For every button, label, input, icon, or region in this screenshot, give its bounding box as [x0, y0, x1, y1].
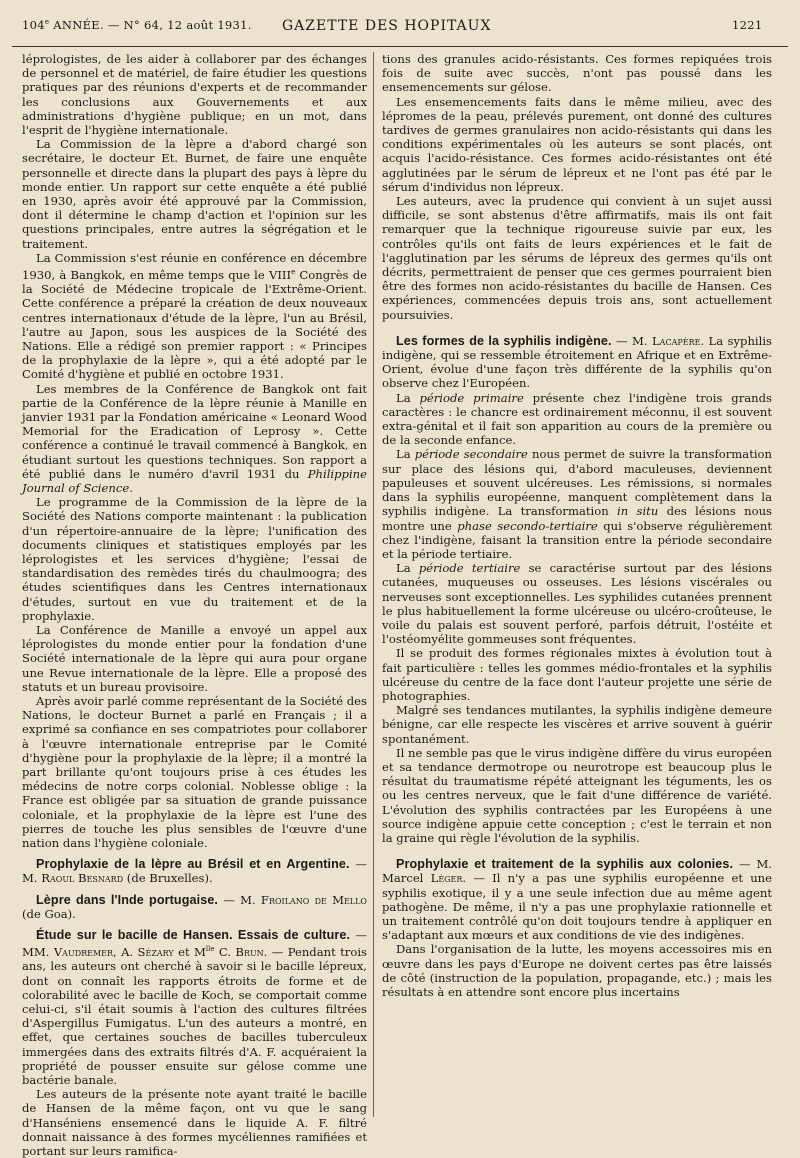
article-title: Les formes de la syphilis indigène.: [396, 333, 612, 348]
article-body: . La syphilis indigène, qui se ressemble étroitement en Afrique et en Extrême-Orient, évolue d'une façon très différente de la syphilis qu'on observe chez l'Européen.: [382, 333, 772, 391]
left-column: [22, 52, 367, 1158]
paragraph-text: La: [396, 561, 419, 576]
paragraph: tions des granules acido-résistants. Ces formes repiquées trois fois de suite avec succès, n'ont pas poussé dans les ensemencements sur gélose.: [382, 52, 772, 95]
italic-term: in situ: [617, 504, 659, 519]
article-affiliation: (de Bruxelles).: [123, 871, 213, 886]
column-divider: [373, 52, 374, 1117]
issue-date: ANNÉE. — N° 64, 12 août 1931.: [49, 18, 252, 32]
paragraph-text: présente chez l'indigène trois grands caractères : le chancre est ordinairement méconnu, il est souvent extra-génital et il fait son apparition au cours de la première ou de la seconde enfance.: [382, 390, 773, 448]
issue-info: [22, 18, 252, 32]
article-author: Vaudremer: [53, 945, 114, 960]
article-syphilis-indigene: [382, 334, 772, 391]
paragraph: [22, 251, 367, 382]
article-bacille-hansen: [22, 928, 367, 1087]
paragraph-text: des lésions nous montre une: [382, 504, 772, 533]
article-author: C. Brun: [214, 945, 264, 960]
article-affiliation: (de Goa).: [22, 906, 76, 921]
italic-term: période tertiaire: [418, 561, 521, 576]
paragraph-text: qui s'observe régulièrement chez l'indigène, faisant la transition entre la période secondaire et la période tertiaire.: [382, 518, 772, 561]
paragraph-text: se caractérise surtout par des lésions cutanées, muqueuses ou osseuses. Les lésions viscérales ou nerveuses sont exceptionnelles. Les syphilides cutanées prennent le plus habituellement la forme ulcéreuse ou ulcéro-croûteuse, le voile du palais est souvent perforé, parfois détruit, l'ostéite et l'ostéomyélite gommeuses sont fréquentes.: [382, 561, 773, 647]
paragraph-text: Congrès de la Société de Médecine tropicale de l'Extrême-Orient. Cette conférence a préparé la création de deux nouveaux centres internationaux d'étude de la lèpre, l'un au Brésil, l'autre au Japon, sous les auspices de la Société des Nations. Elle a rédigé son premier rapport : « Principes de la prophylaxie de la lèpre », qui a été adopté par le Comité d'hygiène et publié en octobre 1931.: [22, 267, 367, 382]
author-separator: ,: [113, 945, 122, 960]
journal-title: GAZETTE DES HOPITAUX: [282, 18, 492, 34]
article-title: Prophylaxie de la lèpre au Brésil et en Argentine.: [36, 857, 350, 872]
article-title: Prophylaxie et traitement de la syphilis aux colonies.: [396, 857, 734, 872]
journal-reference: Philippine Journal of Science: [22, 466, 367, 495]
article-prophylaxie-syphilis: [382, 857, 772, 942]
paragraph-text: .: [129, 480, 133, 495]
article-author: Froilano de Mello: [260, 892, 367, 907]
ordinal-superscript: e: [291, 268, 296, 277]
paragraph: [382, 447, 772, 561]
paragraph: Il se produit des formes régionales mixtes à évolution tout à fait particulière : telles les gommes médio-frontales et la syphilis ulcéreuse du centre de la face dont l'auteur projette une série de photographies.: [382, 646, 772, 703]
paragraph-text: Les membres de la Conférence de Bangkok ont fait partie de la Conférence de la lèpre réunie à Manille en janvier 1931 par la Fondation américaine « Leonard Wood Memorial for the Eradication of Leprosy ». Cette conférence a continué le travail commencé à Bangkok, en étudiant surtout les questions techniques. Son rapport a été publié dans le numéro d'avril 1931 du: [22, 381, 367, 481]
paragraph-text: La: [396, 390, 420, 405]
paragraph: [22, 382, 367, 496]
paragraph-text: nous permet de suivre la transformation sur place des lésions qui, d'abord maculeuses, deviennent papuleuses et souvent ulcéreuses. Les rémissions, si normales dans la syphilis européenne, manquent complètement dans la syphilis indigène. La transformation: [382, 447, 773, 519]
article-bresil-argentine: [22, 857, 367, 885]
paragraph: Malgré ses tendances mutilantes, la syphilis indigène demeure bénigne, car elle respecte les viscères et arrive souvent à guérir spontanément.: [382, 703, 772, 746]
italic-term: phase secondo-tertiaire: [457, 518, 598, 533]
paragraph: Dans l'organisation de la lutte, les moyens accessoires mis en œuvre dans les pays d'Europe ne doivent certes pas être laissés de côté (instruction de la population, propagande, etc.) ; mais les résultats à en attendre sont encore plus incertains: [382, 942, 772, 999]
paragraph: Les ensemencements faits dans le même milieu, avec des lépromes de la peau, prélevés purement, ont donné des cultures tardives de germes granulaires non acido-résistants qui dans les conditions expérimentales où les auteurs se sont placés, ont acquis l'acido-résistance. Ces formes acido-résistantes ont été agglutinées par le sérum de lépreux et ne l'ont pas été par le sérum d'individus non lépreux.: [382, 94, 772, 194]
article-author: A. Sézary: [121, 945, 174, 960]
paragraph-text: La: [396, 447, 415, 462]
article-dash: — M. Marcel: [382, 857, 772, 886]
article-author: Raoul Besnard: [41, 871, 124, 886]
paragraph: Les auteurs de la présente note ayant traité le bacille de Hansen de la même façon, ont vu que le sang d'Hanséniens ensemencé dans le liquide A. F. filtré donnait naissance à des formes mycéliennes ramifiées et portant sur leurs ramifica-: [22, 1087, 367, 1158]
article-dash: — MM.: [22, 928, 367, 960]
article-author: Lacapère: [651, 333, 701, 348]
paragraph: [382, 391, 772, 448]
article-title: Étude sur le bacille de Hansen. Essais de culture.: [36, 928, 351, 943]
article-body: . — Il n'y a pas une syphilis européenne et une syphilis exotique, il y a une seule infection due au même agent pathogène. De même, il n'y a pas une prophylaxie rationnelle et un traitement contrôlé qu'on doit toujours tendre à appliquer en s'adaptant aux mœurs et aux conditions de vie des indigènes.: [382, 871, 772, 943]
italic-term: période secondaire: [414, 447, 528, 462]
article-title: Lèpre dans l'Inde portugaise.: [36, 892, 219, 907]
author-separator: et M: [173, 945, 206, 960]
year-superscript: e: [44, 18, 50, 27]
paragraph: La Conférence de Manille a envoyé un appel aux léprologistes du monde entier pour la fondation d'une Société internationale de la lèpre qui aura pour organe une Revue internationale de la lèpre. Elle a proposé des statuts et un bureau provisoire.: [22, 622, 367, 694]
italic-term: période primaire: [419, 390, 524, 405]
article-author: Léger: [430, 871, 463, 886]
article-dash: — M.: [22, 857, 367, 886]
page-number: 1221: [732, 18, 763, 32]
paragraph: [382, 561, 772, 646]
paragraph: La Commission de la lèpre a d'abord chargé son secrétaire, le docteur Et. Burnet, de faire une enquête personnelle et directe dans la plupart des pays à lèpre du monde entier. Un rapport sur cette enquête a été publié en 1930, après avoir été approuvé par la Commission, dont il détermine le champ d'action et l'opinion sur les questions principales, entre autres la ségrégation et le traitement.: [22, 137, 367, 251]
paragraph: léprologistes, de les aider à collaborer par des échanges de personnel et de matériel, de faire étudier les questions pratiques par des réunions d'experts et de recommander les conclusions aux Gouvernements et aux administrations d'hygiène publique; en un mot, dans l'esprit de l'hygiène internationale.: [22, 52, 367, 138]
year-number: 104: [22, 18, 45, 32]
article-body: . — Pendant trois ans, les auteurs ont cherché à savoir si le bacille lépreux, dont on connaît les rapports étroits de forme et de colorabilité avec le bacille de Koch, se comportait comme celui-ci, s'il était soumis à l'action des cultures filtrées d'Aspergillus Fumigatus. L'un des auteurs a montré, en effet, que certaines souches de bacilles tuberculeux immergées dans des extraits filtrés d'A. F. acquéraient la propriété de pousser ensuite sur gélose comme une bactérie banale.: [22, 945, 367, 1087]
article-dash: — M.: [218, 892, 261, 907]
paragraph: Après avoir parlé comme représentant de la Société des Nations, le docteur Burnet a parlé en Français ; il a exprimé sa confiance en ses compatriotes pour collaborer à l'œuvre internationale entreprise par le Comité d'hygiène pour la prophylaxie de la lèpre; il a montré la part brillante qu'ont toujours prise à ces études les médecins de notre corps colonial. Noblesse oblige : la France est obligée par sa situation de grande puissance coloniale, et la prophylaxie de la lèpre est l'une des pierres de touche les plus sensibles de l'œuvre d'une nation dans l'hygiène coloniale.: [22, 694, 367, 851]
header-rule: [12, 46, 788, 47]
title-superscript: lle: [205, 945, 215, 954]
right-column: [382, 52, 772, 999]
paragraph-text: La Commission s'est réunie en conférence en décembre 1930, à Bangkok, en même temps que le VIII: [22, 250, 367, 282]
article-dash: — M.: [611, 333, 652, 348]
article-inde-portugaise: [22, 893, 367, 921]
paragraph: Il ne semble pas que le virus indigène diffère du virus européen et sa tendance dermotrope ou neurotrope est beaucoup plus le résultat du traumatisme répété atteignant les téguments, les os ou les centres nerveux, que le fait d'une différence de variété. L'évolution des syphilis contractées par les Européens à une source indigène appuie cette conception ; c'est le terrain et non la graine qui règle l'évolution de la syphilis.: [382, 745, 772, 845]
paragraph: Les auteurs, avec la prudence qui convient à un sujet aussi difficile, se sont abstenus d'être affirmatifs, mais ils ont fait remarquer que la technique rigoureuse suivie par eux, les contrôles qu'ils ont faits de leurs expériences et le fait de l'agglutination par les sérums de lépreux des germes qu'ils ont décrits, permettraient de penser que ces germes pourraient bien être des formes non acido-résistantes du bacille de Hansen. Ces expériences, commencées depuis trois ans, sont actuellement poursuivies.: [382, 194, 772, 322]
paragraph: Le programme de la Commission de la lèpre de la Société des Nations comporte maintenant : la publication d'un répertoire-annuaire de la lèpre; l'unification des documents cliniques et statistiques employés par les léprologistes et les services d'hygiène; l'essai de standardisation des remèdes tirés du chaulmoogra; des études scientifiques dans les Centres internationaux d'études, surtout en vue du traitement et de la prophylaxie.: [22, 495, 367, 623]
